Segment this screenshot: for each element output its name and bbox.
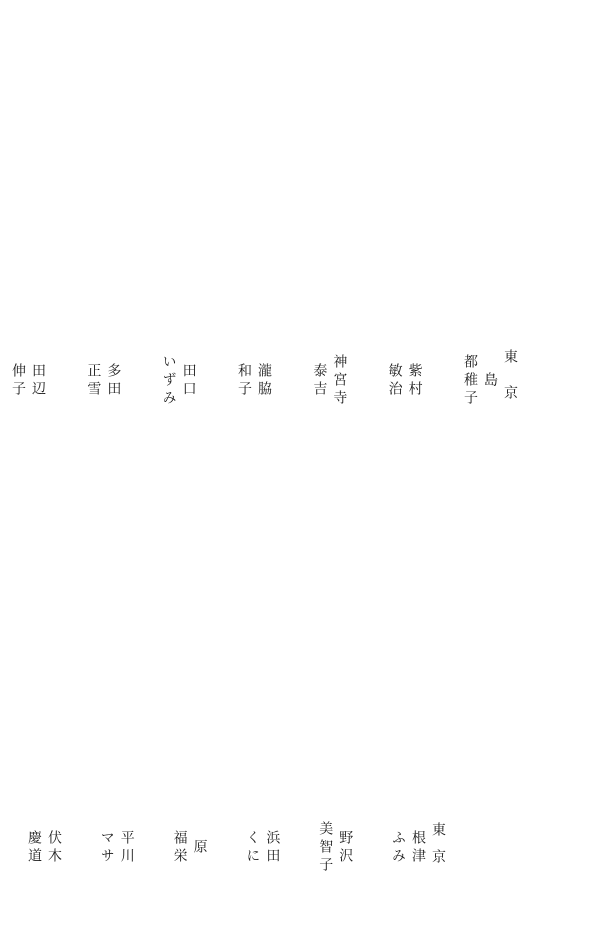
poet-surname: 原: [191, 839, 208, 857]
poet-name-column: [97, 778, 137, 918]
poet-surname: 平川: [118, 830, 135, 866]
poet-surname: 神宮寺: [331, 353, 348, 408]
poet-name-column: [242, 778, 282, 918]
poet-name-column: [24, 778, 64, 918]
poet-name-column: [159, 303, 199, 458]
poet-surname: 紫村: [406, 362, 423, 399]
poet-given-name: 都稚子: [461, 353, 478, 408]
poet-given-name: 美智子: [317, 821, 334, 875]
poet-given-name: 正雪: [85, 362, 102, 399]
bottom-poem-band: [4, 477, 604, 759]
poet-name-column: [385, 303, 425, 458]
poet-name-column: [8, 303, 48, 458]
poet-given-name: 慶道: [26, 830, 42, 866]
poet-name-column: [234, 303, 274, 458]
poet-surname: 田口: [180, 362, 197, 399]
poet-surname: 伏木: [46, 830, 62, 866]
poet-location: 東京: [429, 822, 446, 876]
poet-surname: 野沢: [337, 830, 354, 866]
poet-given-name: くに: [244, 830, 261, 866]
poet-given-name: 伸子: [10, 362, 26, 399]
poet-surname: 根津: [409, 830, 426, 866]
poet-name-column: [170, 778, 210, 918]
poet-name-column: [83, 303, 123, 458]
poet-given-name: 福栄: [171, 830, 188, 866]
poet-name-column: [315, 778, 355, 918]
poet-name-column: [309, 303, 349, 458]
poet-name-column: [388, 778, 448, 918]
poet-name-column: [460, 303, 520, 458]
poet-surname: 浜田: [264, 830, 281, 866]
poet-given-name: ふみ: [389, 830, 406, 866]
poet-surname: 瀧脇: [255, 362, 272, 399]
poet-given-name: 敏治: [386, 362, 403, 399]
poet-given-name: いずみ: [160, 353, 177, 408]
top-author-band: [8, 303, 520, 458]
poet-location: 東京: [501, 348, 518, 421]
poet-surname: 島: [481, 371, 498, 390]
poet-given-name: 和子: [235, 362, 252, 399]
poet-surname: 多田: [105, 362, 122, 399]
poet-given-name: 泰吉: [311, 362, 328, 399]
bottom-author-band: [24, 778, 448, 918]
top-poem-band: [4, 6, 604, 288]
poet-given-name: マサ: [98, 830, 115, 866]
poet-surname: 田辺: [30, 362, 46, 399]
